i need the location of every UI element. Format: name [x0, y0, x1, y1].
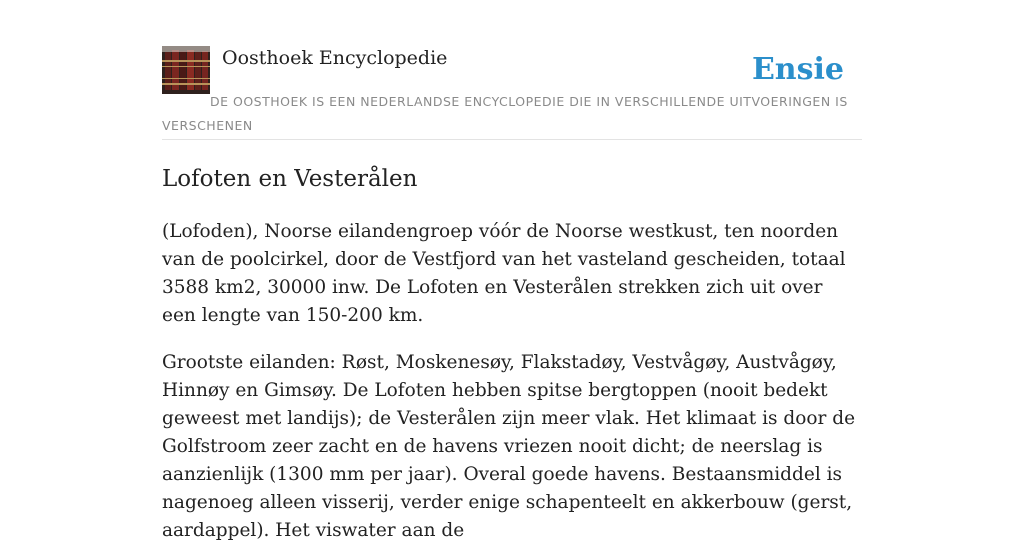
site-tagline: DE OOSTHOEK IS EEN NEDERLANDSE ENCYCLOPEDIE DIE IN VERSCHILLENDE UITVOERINGEN IS VERSCHENEN	[162, 94, 848, 133]
article-paragraph: Grootste eilanden: Røst, Moskenesøy, Flakstadøy, Vestvågøy, Austvågøy, Hinnøy en Gimsøy. De Lofoten hebben spitse bergtoppen (nooit bedekt geweest met landijs); de Vesterålen zijn meer vlak. Het klimaat is door de Golfstroom zeer zacht en de havens vriezen nooit dicht; de neerslag is aanzienlijk (1300 mm per jaar). Overal goede havens. Bestaansmiddel is nagenoeg alleen visserij, verder enige schapenteelt en akkerbouw (gerst, aardappel). Het viswater aan de	[162, 352, 856, 541]
article-paragraph: (Lofoden), Noorse eilandengroep vóór de Noorse westkust, ten noorden van de poolcirkel, door de Vestfjord van het vasteland gescheiden, totaal 3588 km2, 30000 inw. De Lofoten en Vesterålen strekken zich uit over een lengte van 150-200 km.	[162, 221, 846, 326]
brand-logo-link[interactable]: Ensie	[751, 52, 844, 87]
site-header	[162, 46, 862, 140]
article-title: Lofoten en Vesterålen	[162, 166, 418, 192]
article	[162, 158, 862, 545]
site-name[interactable]: Oosthoek Encyclopedie	[222, 47, 448, 69]
encyclopedia-books-icon[interactable]	[162, 46, 210, 94]
